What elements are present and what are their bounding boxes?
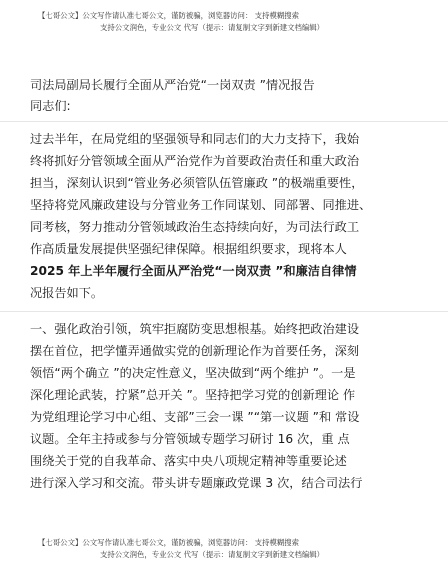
salutation: 同志们: [30, 99, 71, 113]
section-divider [0, 121, 448, 122]
paragraph-line: 为党组理论学习中心组、支部”三会一课 ”“第一议题 ”和 常设 [30, 410, 360, 424]
paragraph-line: 深化理论武装，拧紧”总开关 ”。坚持把学习党的创新理论 作 [30, 388, 356, 402]
header-watermark-line-2: 支持公文润色，专业公文 代写（提示：请复制文字到新建文档编辑） [100, 23, 325, 32]
paragraph-line: 况报告如下。 [30, 286, 104, 300]
paragraph-section-one [30, 318, 422, 494]
paragraph-line: 议题。全年主持或参与分管领域专题学习研讨 16 次，重 点 [30, 432, 350, 446]
paragraph-line: 坚持将党风廉政建设与分管业务工作同谋划、同部署、同推进、 [30, 198, 372, 212]
paragraph-line: 2025 年上半年履行全面从严治党“一岗双责 ”和廉洁自律情 [30, 264, 357, 278]
paragraph-line: 过去半年，在局党组的坚强领导和同志们的大力支持下，我始 [30, 132, 360, 146]
paragraph-line: 领悟“两个确立 ”的决定性意义，坚决做到“两个维护 ”。一是 [30, 366, 356, 380]
paragraph-line: 围绕关于党的自我革命、落实中央八项规定精神等重要论述 [30, 454, 347, 468]
paragraph-line: 终将抓好分管领域全面从严治党作为首要政治责任和重大政治 [30, 154, 360, 168]
section-divider [0, 311, 448, 312]
footer-watermark-line-1: 【七哥公文】公文写作请认准七哥公文，谨防被骗，浏览器访问： 支持模糊搜索 [38, 538, 300, 547]
document-title: 司法局副局长履行全面从严治党“一岗双责 ”情况报告 [30, 78, 315, 92]
paragraph-line: 担当，深刻认识到“管业务必须管队伍管廉政 ”的极端重要性， [30, 176, 364, 190]
header-watermark-line-1: 【七哥公文】公文写作请认准七哥公文，谨防被骗，浏览器访问： 支持模糊搜索 [38, 11, 300, 20]
paragraph-line: 进行深入学习和交流。带头讲专题廉政党课 3 次，结合司法行 [30, 476, 363, 490]
paragraph-line: 摆在首位，把学懂弄通做实党的创新理论作为首要任务，深刻 [30, 344, 360, 358]
paragraph-line: 作高质量发展提供坚强纪律保障。根据组织要求，现将本人 [30, 242, 347, 256]
footer-watermark-line-2: 支持公文润色，专业公文 代写（提示：请复制文字到新建文档编辑） [100, 550, 325, 559]
paragraph-line: 同考核，努力推动分管领域政治生态持续向好，为司法行政工 [30, 220, 360, 234]
paragraph-line: 一、强化政治引领，筑牢拒腐防变思想根基。始终把政治建设 [30, 322, 360, 336]
paragraph-intro [30, 128, 422, 304]
